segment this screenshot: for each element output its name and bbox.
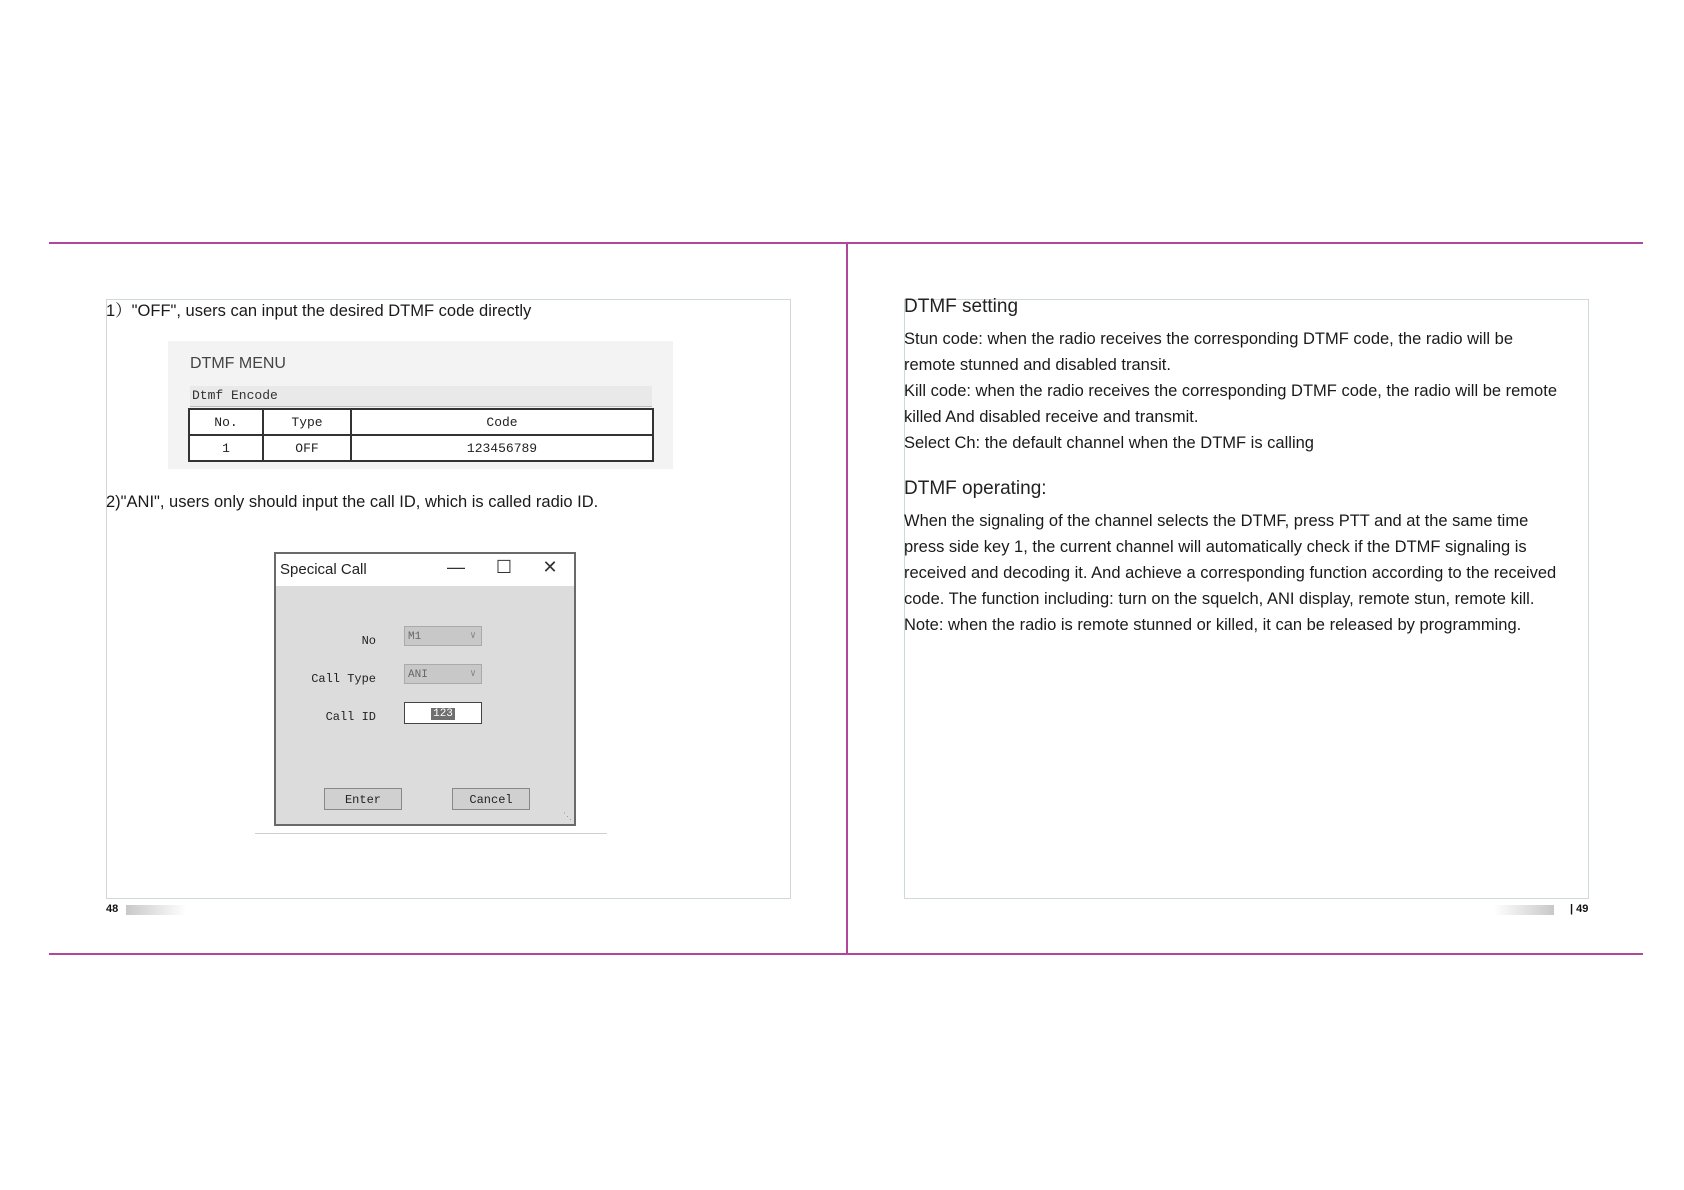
special-call-dialog bbox=[274, 552, 576, 826]
table-header-row bbox=[189, 409, 653, 435]
no-select-value: M1 bbox=[408, 631, 422, 643]
setting-line: Stun code: when the radio receives the corresponding DTMF code, the radio will be bbox=[904, 330, 1513, 348]
call-type-select-value: ANI bbox=[408, 669, 428, 681]
no-label: No bbox=[361, 634, 376, 648]
column-header-code: Code bbox=[351, 409, 653, 435]
cancel-button[interactable]: Cancel bbox=[452, 788, 530, 810]
left-page-number: 48 bbox=[106, 903, 119, 915]
cell-type: OFF bbox=[263, 435, 351, 461]
operating-line: Note: when the radio is remote stunned or killed, it can be released by programming. bbox=[904, 616, 1522, 634]
operating-line: received and decoding it. And achieve a corresponding function according to the received bbox=[904, 564, 1557, 582]
setting-line: Select Ch: the default channel when the DTMF is calling bbox=[904, 434, 1314, 452]
item-ani-description: 2)"ANI", users only should input the call ID, which is called radio ID. bbox=[106, 493, 599, 511]
left-page-gradient-bar bbox=[126, 905, 186, 915]
setting-line: killed And disabled receive and transmit. bbox=[904, 408, 1199, 426]
operating-line: press side key 1, the current channel will automatically check if the DTMF signaling is bbox=[904, 538, 1527, 556]
dtmf-setting-heading: DTMF setting bbox=[904, 296, 1019, 317]
call-id-input[interactable] bbox=[404, 702, 482, 724]
chevron-down-icon: ∨ bbox=[469, 631, 476, 642]
dialog-title: Specical Call bbox=[280, 561, 367, 578]
enter-button[interactable]: Enter bbox=[324, 788, 402, 810]
right-page-number-value: 49 bbox=[1576, 903, 1589, 915]
setting-line: remote stunned and disabled transit. bbox=[904, 356, 1171, 374]
operating-line: When the signaling of the channel selects the DTMF, press PTT and at the same time bbox=[904, 512, 1529, 530]
chevron-down-icon: ∨ bbox=[469, 669, 476, 680]
call-id-value: 123 bbox=[433, 708, 453, 720]
dialog-shadow-line bbox=[255, 833, 607, 834]
dtmf-operating-heading: DTMF operating: bbox=[904, 478, 1047, 499]
no-select[interactable] bbox=[404, 626, 482, 646]
dtmf-encode-section-label: Dtmf Encode bbox=[190, 386, 652, 407]
spine-divider bbox=[846, 242, 848, 954]
dialog-titlebar bbox=[276, 554, 574, 586]
right-page-number: | 49 bbox=[1570, 903, 1589, 915]
column-header-type: Type bbox=[263, 409, 351, 435]
dtmf-menu-title: DTMF MENU bbox=[190, 355, 286, 372]
call-type-select[interactable] bbox=[404, 664, 482, 684]
call-type-label: Call Type bbox=[311, 672, 376, 686]
close-icon[interactable]: ✕ bbox=[542, 557, 558, 577]
resize-grip-icon[interactable]: ⋱ bbox=[563, 811, 572, 821]
dtmf-encode-table bbox=[188, 408, 654, 462]
maximize-icon[interactable]: ☐ bbox=[495, 557, 513, 577]
setting-line: Kill code: when the radio receives the corresponding DTMF code, the radio will be remote bbox=[904, 382, 1557, 400]
call-id-label: Call ID bbox=[325, 710, 376, 724]
cell-no: 1 bbox=[189, 435, 263, 461]
column-header-no: No. bbox=[189, 409, 263, 435]
item-off-description: 1）"OFF", users can input the desired DTMF code directly bbox=[106, 302, 532, 320]
operating-line: code. The function including: turn on the squelch, ANI display, remote stun, remote kill. bbox=[904, 590, 1535, 608]
cell-code[interactable]: 123456789 bbox=[351, 435, 653, 461]
right-page-gradient-bar bbox=[1494, 905, 1554, 915]
table-row bbox=[189, 435, 653, 461]
minimize-icon[interactable]: — bbox=[447, 557, 465, 577]
dtmf-menu-screenshot bbox=[168, 341, 673, 469]
